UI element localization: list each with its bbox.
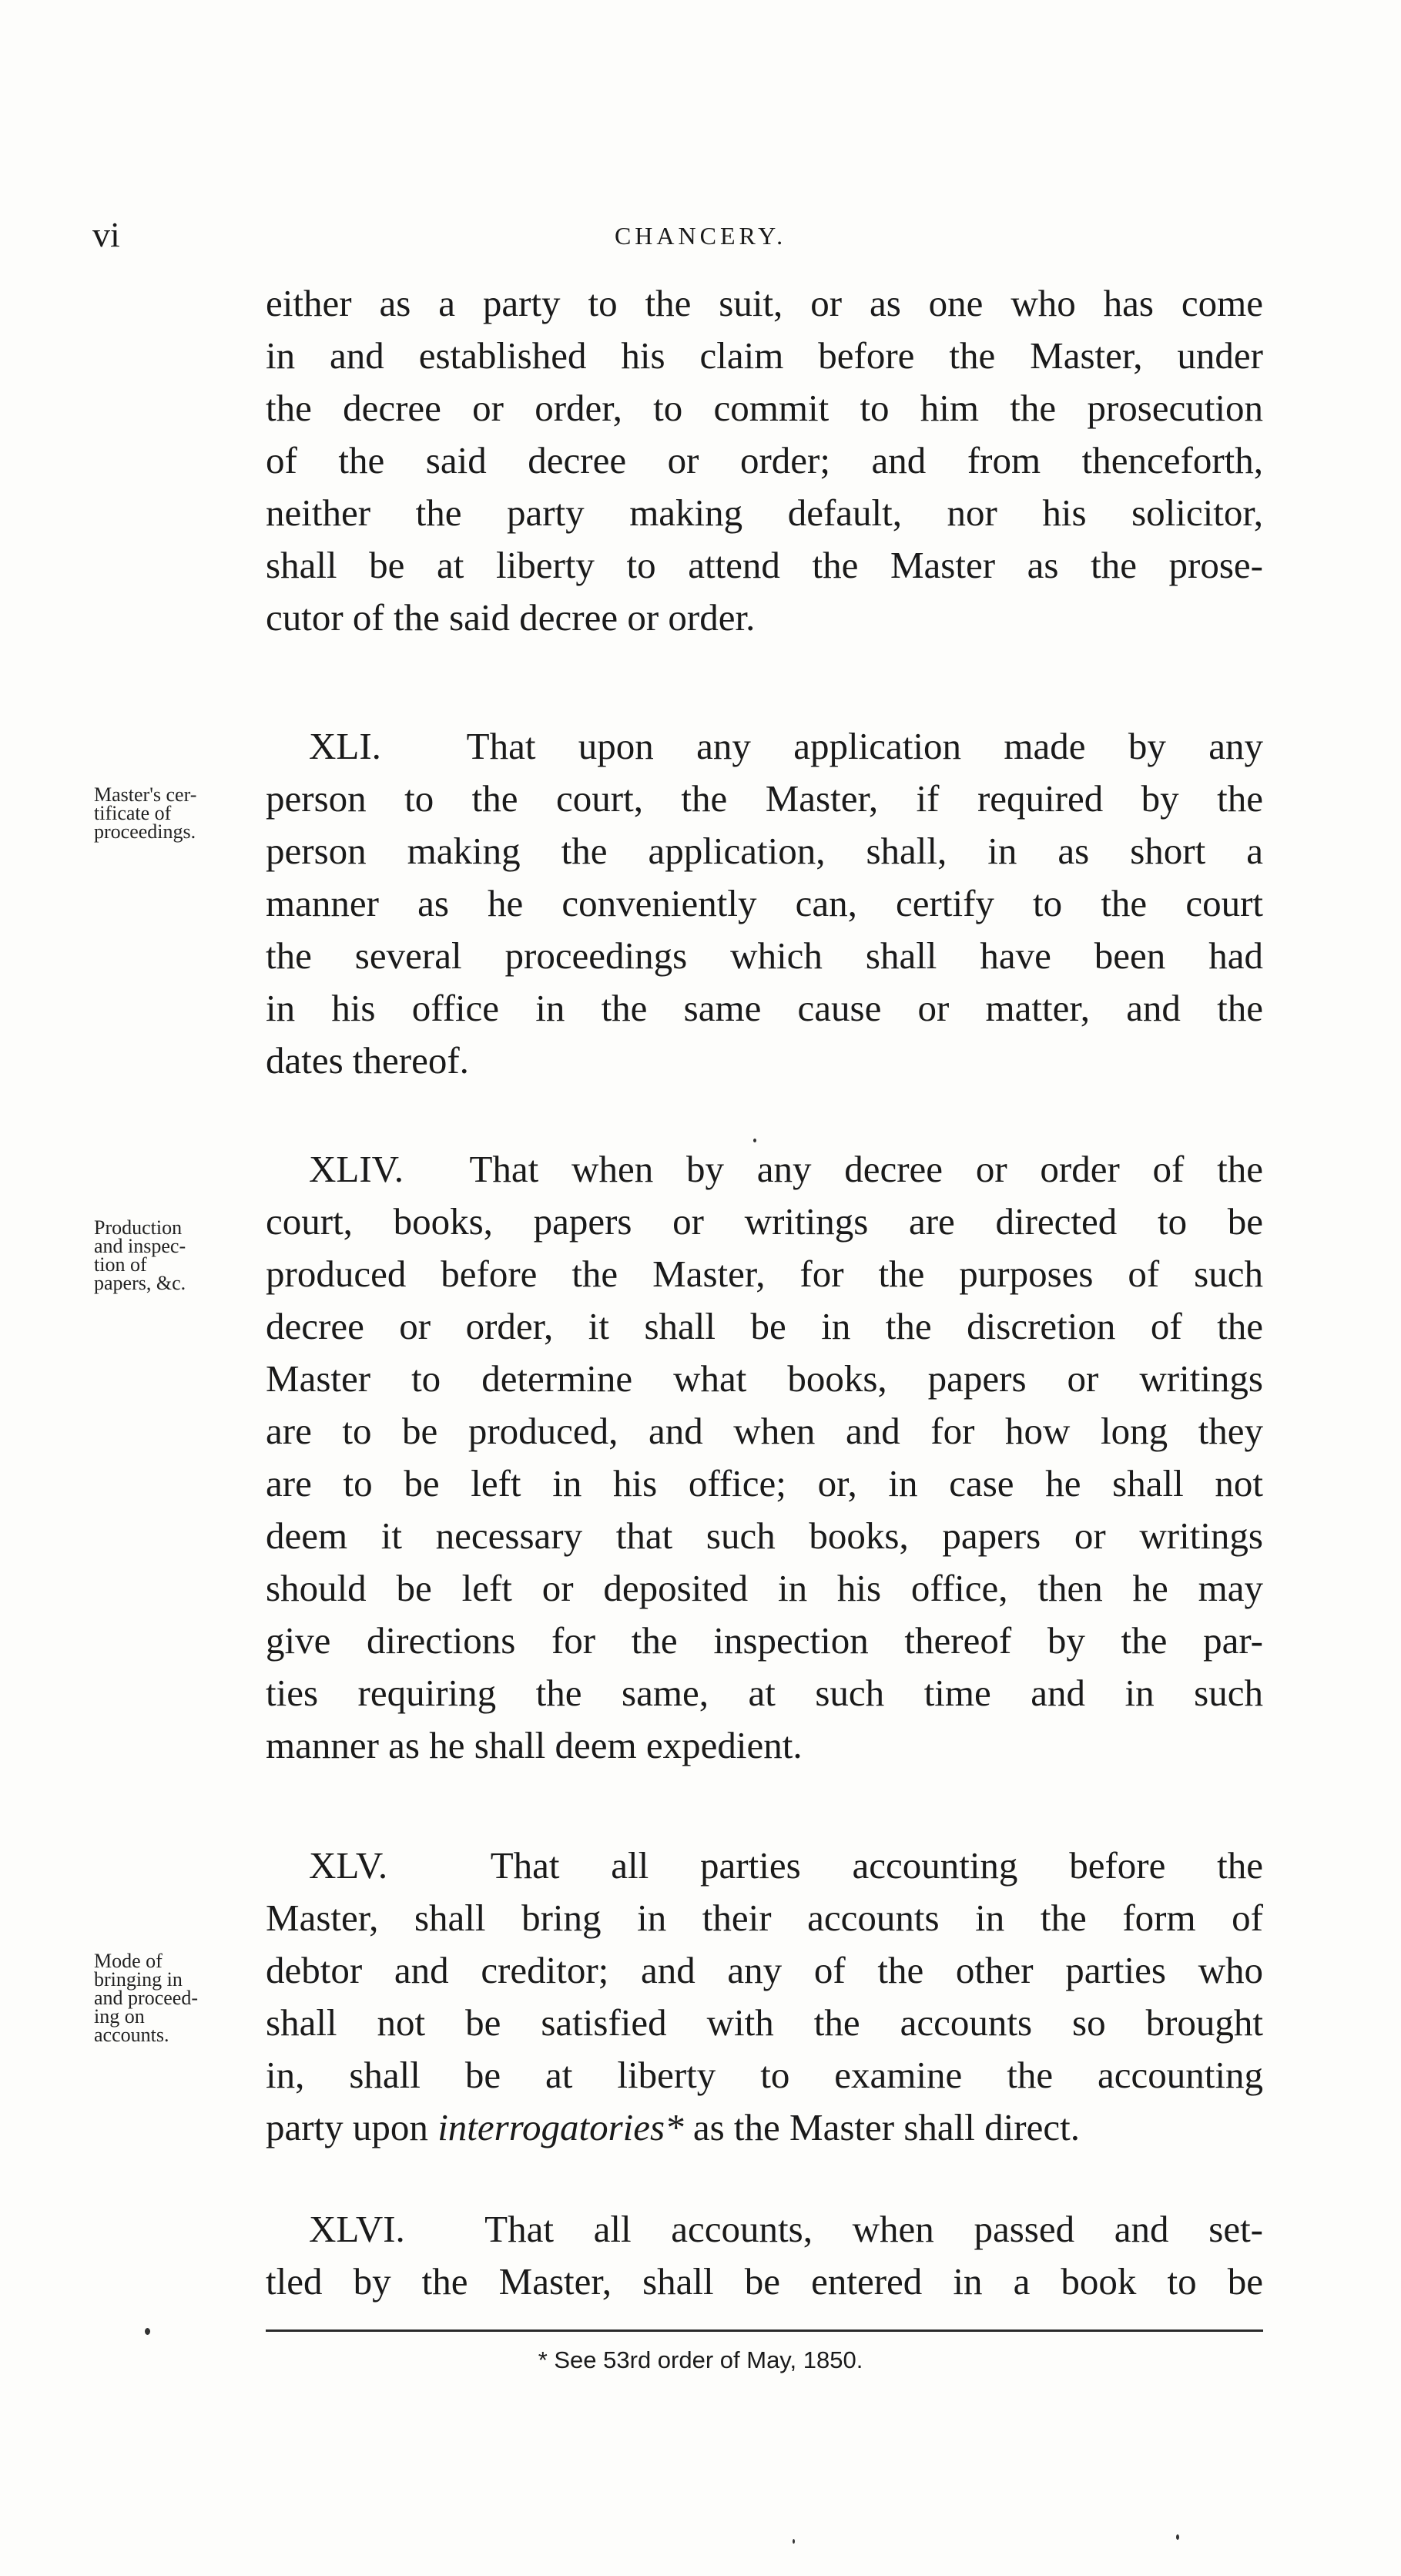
- text-line: of the said decree or order; and from thenceforth,: [266, 439, 1263, 481]
- text-line: deem it necessary that such books, papers or writings: [266, 1514, 1263, 1557]
- text-line: Master to determine what books, papers or writings: [266, 1357, 1263, 1400]
- rule-xlvi: [266, 2203, 1263, 2308]
- ink-speck: [145, 2328, 150, 2335]
- text-line: shall be at liberty to attend the Master as the prose-: [266, 544, 1263, 586]
- ink-speck: [753, 1139, 756, 1142]
- ink-speck: [1176, 2534, 1179, 2540]
- running-title: CHANCERY.: [614, 222, 787, 250]
- text-line: tled by the Master, shall be entered in a book to be: [266, 2260, 1263, 2303]
- text-line: XLV. That all parties accounting before the: [309, 1844, 1263, 1887]
- text-line: should be left or deposited in his office, then he may: [266, 1567, 1263, 1609]
- text-line: cutor of the said decree or order.: [266, 596, 756, 639]
- text-line: Master, shall bring in their accounts in the form of: [266, 1897, 1263, 1939]
- footnote-divider: [266, 2329, 1263, 2332]
- text-line: XLIV. That when by any decree or order of the: [309, 1148, 1263, 1190]
- text-line: court, books, papers or writings are directed to be: [266, 1200, 1263, 1243]
- text-line: produced before the Master, for the purposes of such: [266, 1253, 1263, 1295]
- text-line: are to be produced, and when and for how long they: [266, 1410, 1263, 1452]
- rule-xli: [266, 720, 1263, 1087]
- text-line: decree or order, it shall be in the discretion of the: [266, 1305, 1263, 1347]
- text-line: neither the party making default, nor his solicitor,: [266, 491, 1263, 534]
- ink-speck: [793, 2539, 795, 2544]
- text-line: person to the court, the Master, if required by the: [266, 777, 1263, 820]
- text-line: XLVI. That all accounts, when passed and set-: [309, 2208, 1263, 2250]
- text-line: shall not be satisfied with the accounts so brought: [266, 2001, 1263, 2044]
- text-line: give directions for the inspection thereof by the par-: [266, 1619, 1263, 1662]
- rule-xliv: [266, 1143, 1263, 1772]
- text-line: in and established his claim before the Master, under: [266, 334, 1263, 377]
- text-line: ties requiring the same, at such time and in such: [266, 1672, 1263, 1714]
- text-line: dates thereof.: [266, 1039, 469, 1082]
- continuation-paragraph: [266, 277, 1263, 644]
- marginal-note-production-papers: Production and inspec- tion of papers, &c.: [94, 1216, 186, 1294]
- rule-number: XLIV.: [309, 1148, 404, 1190]
- text-line: the several proceedings which shall have been had: [266, 934, 1263, 977]
- text-line: either as a party to the suit, or as one who has come: [266, 282, 1263, 324]
- text-line: in his office in the same cause or matter, and the: [266, 987, 1263, 1029]
- marginal-note-mode-of-accounts: Mode of bringing in and proceed- ing on accounts.: [94, 1950, 198, 2046]
- text-line: person making the application, shall, in as short a: [266, 830, 1263, 872]
- text-line: XLI. That upon any application made by any: [309, 725, 1263, 767]
- text-line: the decree or order, to commit to him the prosecution: [266, 387, 1263, 429]
- text-line: manner as he conveniently can, certify to the court: [266, 882, 1263, 924]
- text-line: are to be left in his office; or, in case he shall not: [266, 1462, 1263, 1504]
- page-number: vi: [92, 215, 120, 254]
- rule-number: XLI.: [309, 725, 381, 767]
- italic-term: interrogatories*: [437, 2106, 684, 2148]
- text-line: party upon interrogatories* as the Master shall direct.: [266, 2106, 1080, 2148]
- text-line: in, shall be at liberty to examine the accounting: [266, 2054, 1263, 2096]
- footnote: * See 53rd order of May, 1850.: [538, 2346, 863, 2373]
- rule-number: XLV.: [309, 1844, 388, 1887]
- rule-number: XLVI.: [309, 2208, 405, 2250]
- text-line: manner as he shall deem expedient.: [266, 1724, 803, 1766]
- text-line: debtor and creditor; and any of the other parties who: [266, 1949, 1263, 1991]
- rule-xlv: [266, 1840, 1263, 2154]
- marginal-note-masters-certificate: Master's cer- tificate of proceedings.: [94, 783, 197, 843]
